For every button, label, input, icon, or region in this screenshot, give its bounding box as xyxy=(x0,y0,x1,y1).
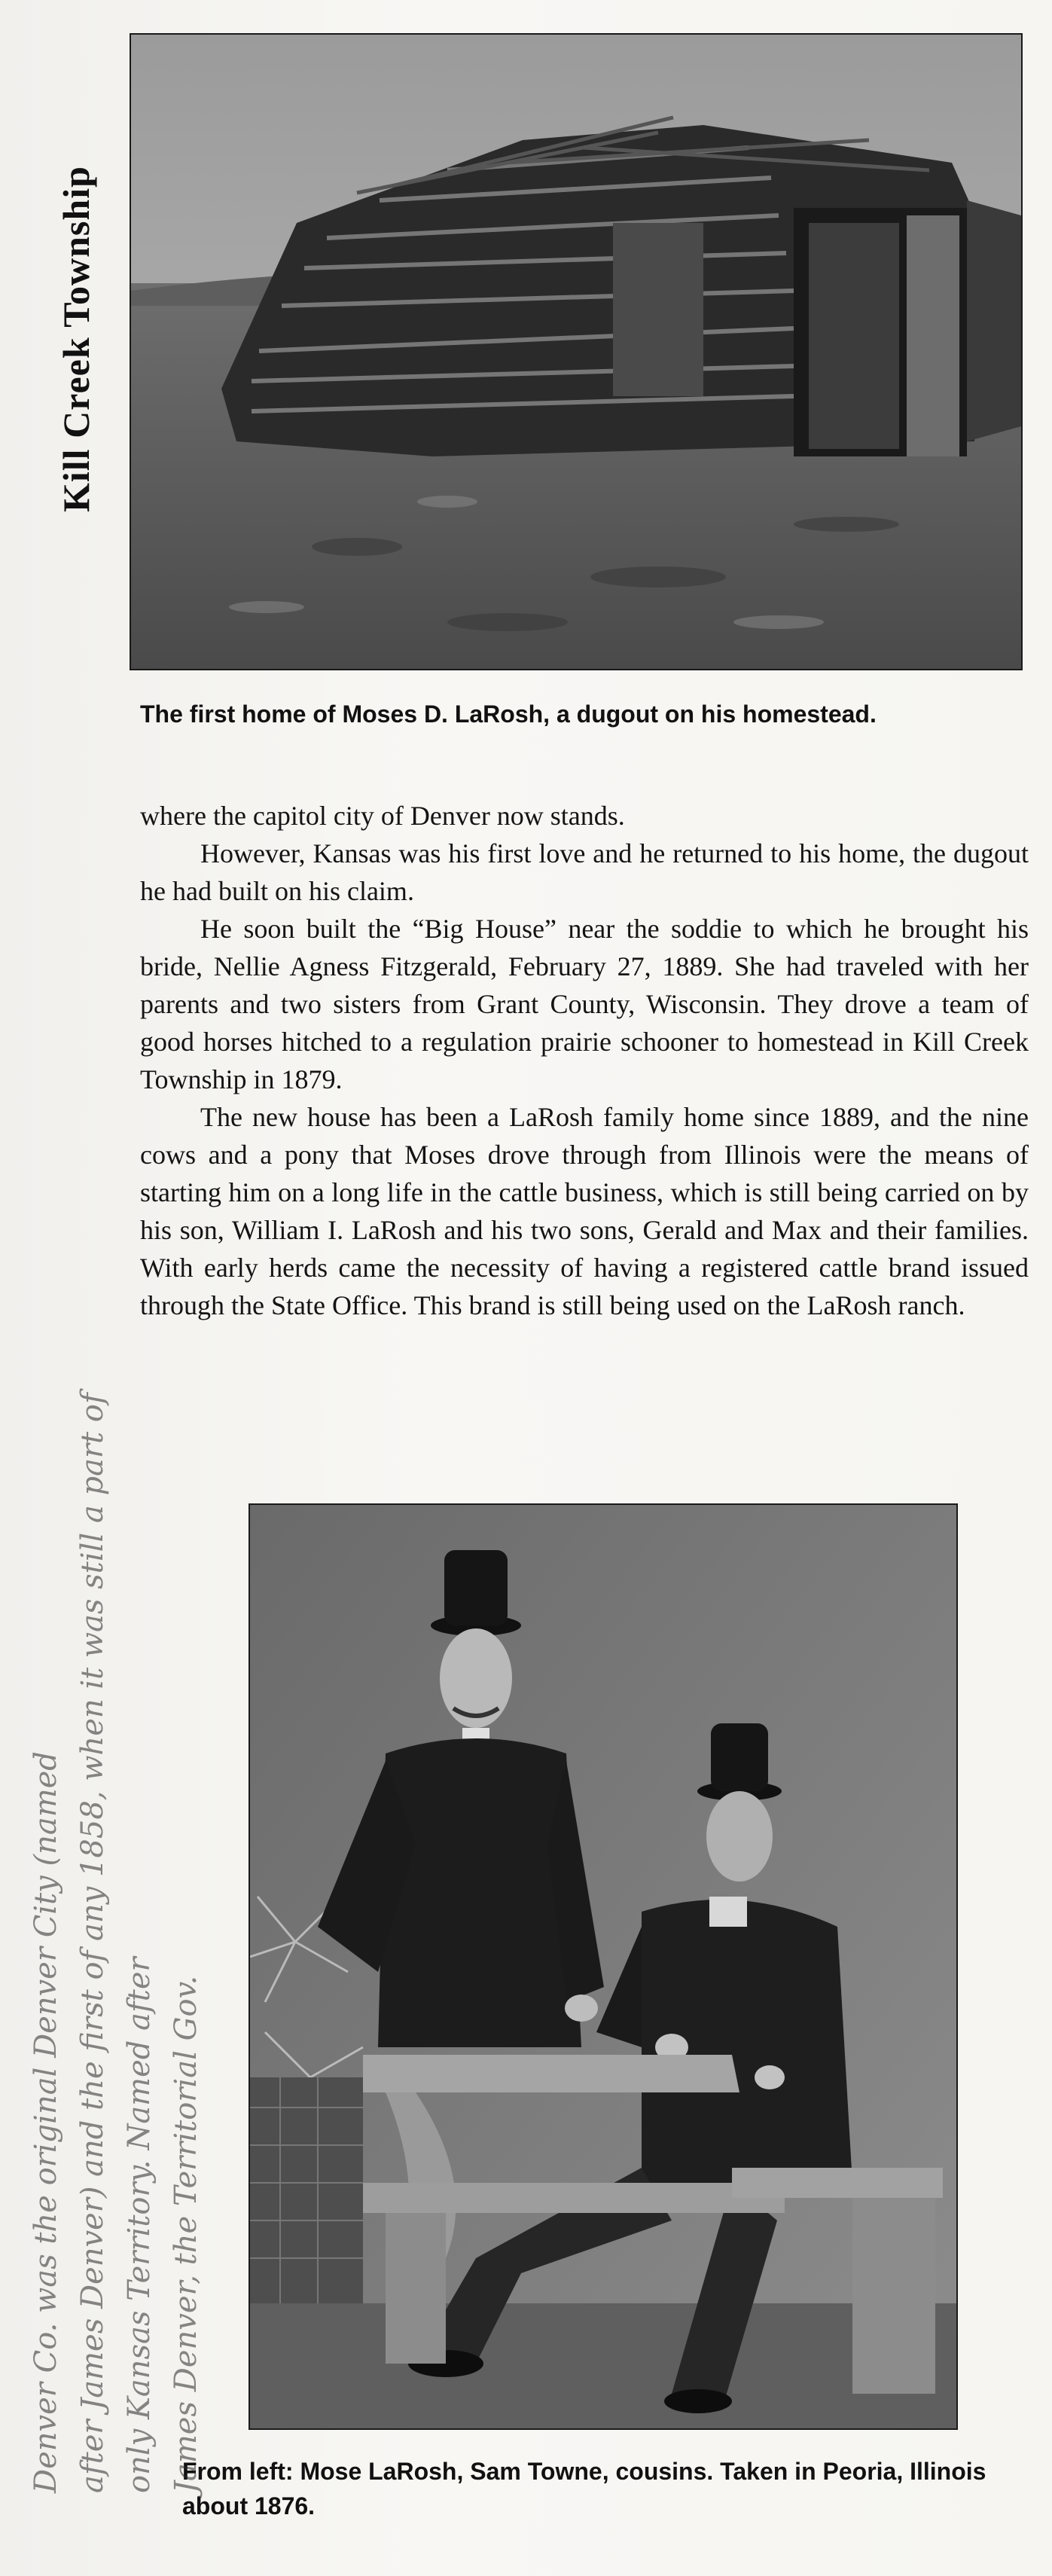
handwritten-line: only Kansas Territory. Named after xyxy=(122,1957,157,2493)
article-paragraph: However, Kansas was his first love and he returned to his home, the dugout he had built on his claim. xyxy=(140,838,1029,906)
dugout-photo xyxy=(130,33,1023,670)
dugout-photo-caption: The first home of Moses D. LaRosh, a dugout on his homestead. xyxy=(140,700,877,728)
section-title: Kill Creek Township xyxy=(55,166,97,512)
portrait-illustration xyxy=(250,1505,956,2428)
article-body xyxy=(140,797,1029,1324)
portrait-photo xyxy=(249,1503,958,2430)
portrait-photo-caption: From left: Mose LaRosh, Sam Towne, cousins. Taken in Peoria, Illinois about 1876. xyxy=(182,2458,986,2520)
handwritten-line: Denver Co. was the original Denver City (named xyxy=(29,1751,63,2493)
article-paragraph: The new house has been a LaRosh family home since 1889, and the nine cows and a pony that Moses drove through from Illinois were the means of starting him on a long life in the cattle business, which is still being carried on by his son, William I. LaRosh and his two sons, Gerald and Max and their families. With early herds came the necessity of having a registered cattle brand issued through the State Office. This brand is still being used on the LaRosh ranch. xyxy=(140,1102,1029,1320)
dugout-illustration xyxy=(131,35,1021,669)
article-paragraph: where the capitol city of Denver now stands. xyxy=(140,801,625,831)
handwritten-margin-note xyxy=(23,610,209,2493)
handwritten-line: James Denver, the Territorial Gov. xyxy=(169,1975,203,2493)
article-paragraph: He soon built the “Big House” near the soddie to which he brought his bride, Nellie Agness Fitzgerald, February 27, 1889. She had traveled with her parents and two sisters from Grant County, Wisconsin. They drove a team of good horses hitched to a regulation prairie schooner to homestead in Kill Creek Township in 1879. xyxy=(140,914,1029,1094)
handwritten-line: after James Denver) and the first of any 1858, when it was still a part of xyxy=(75,1393,110,2493)
